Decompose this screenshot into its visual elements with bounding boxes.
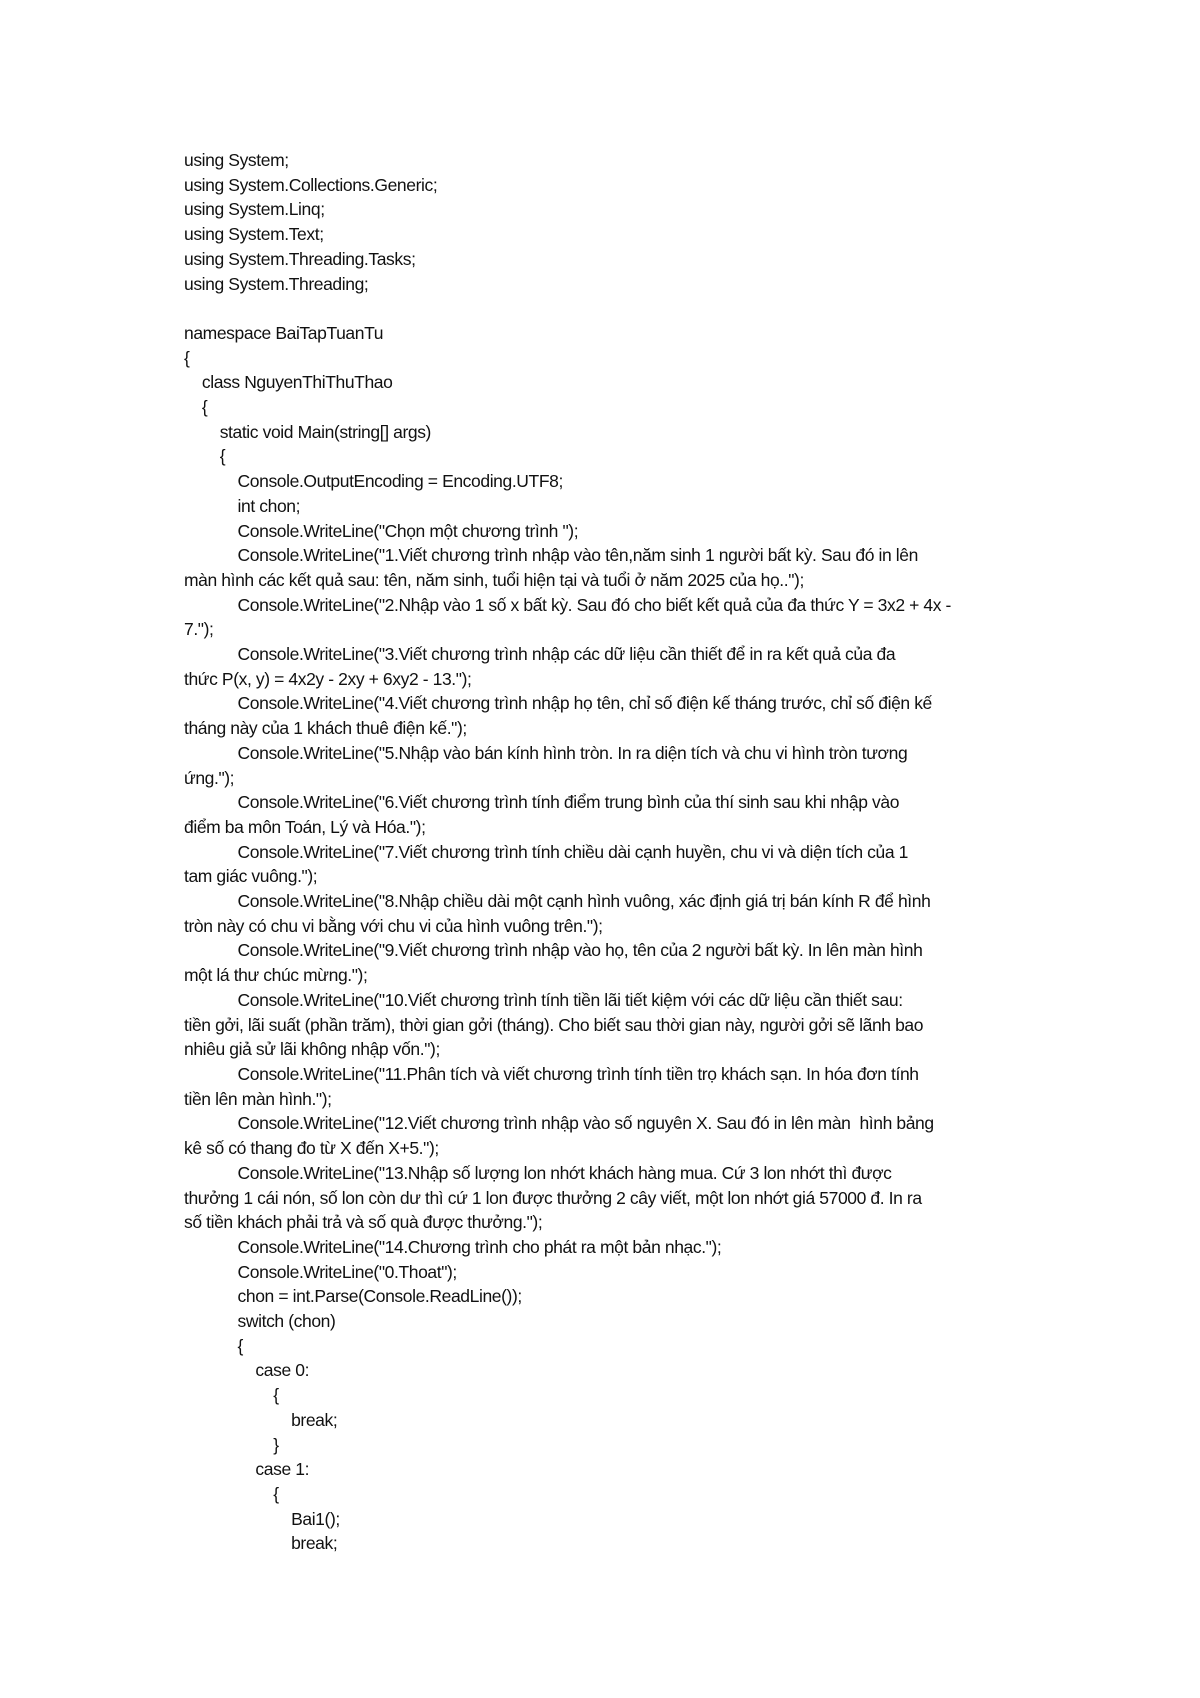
code-line: { [184,347,190,368]
code-line: namespace BaiTapTuanTu [184,322,384,343]
code-line: màn hình các kết quả sau: tên, năm sinh, tuổi hiện tại và tuổi ở năm 2025 của họ.."); [184,569,804,590]
code-line: Console.WriteLine("1.Viết chương trình nhập vào tên,năm sinh 1 người bất kỳ. Sau đó in lên [184,545,918,566]
code-line: một lá thư chúc mừng."); [184,965,368,986]
code-line: Console.WriteLine("9.Viết chương trình nhập vào họ, tên của 2 người bất kỳ. In lên màn hình [184,940,923,961]
code-line: switch (chon) [184,1311,336,1332]
code-line: { [184,397,208,418]
code-line: Console.WriteLine("7.Viết chương trình tính chiều dài cạnh huyền, chu vi và diện tích của 1 [184,841,908,862]
code-line: 7."); [184,619,214,640]
code-line: break; [184,1533,338,1554]
code-line: điểm ba môn Toán, Lý và Hóa."); [184,816,426,837]
code-line: Console.WriteLine("2.Nhập vào 1 số x bất kỳ. Sau đó cho biết kết quả của đa thức Y = 3x2 + 4x - [184,594,951,615]
code-line: Console.WriteLine("11.Phân tích và viết chương trình tính tiền trọ khách sạn. In hóa đơn tính [184,1064,919,1084]
code-line: Console.WriteLine("5.Nhập vào bán kính hình tròn. In ra diện tích và chu vi hình tròn tương [184,742,908,763]
code-line: using System.Threading.Tasks; [184,248,416,269]
code-line: { [184,446,226,467]
code-line: thưởng 1 cái nón, số lon còn dư thì cứ 1 lon được thưởng 2 cây viết, một lon nhớt giá 57000 đ. In ra [184,1187,922,1208]
code-line: chon = int.Parse(Console.ReadLine()); [184,1286,522,1307]
code-line: using System.Text; [184,224,324,245]
code-line: tròn này có chu vi bằng với chu vi của hình vuông trên."); [184,915,603,936]
code-line: Console.WriteLine("Chọn một chương trình "); [184,520,579,541]
code-line: using System.Linq; [184,199,325,220]
code-line: Console.WriteLine("13.Nhập số lượng lon nhớt khách hàng mua. Cứ 3 lon nhớt thì được [184,1162,892,1183]
code-line: nhiêu giả sử lãi không nhập vốn."); [184,1039,440,1060]
code-line: Console.WriteLine("6.Viết chương trình tính điểm trung bình của thí sinh sau khi nhập vào [184,792,900,813]
code-line: } [184,1434,279,1455]
code-line: { [184,1385,279,1406]
code-line: Console.WriteLine("3.Viết chương trình nhập các dữ liệu cần thiết để in ra kết quả của đa [184,644,896,665]
code-line: thức P(x, y) = 4x2y - 2xy + 6xy2 - 13."); [184,668,472,689]
code-line: using System; [184,150,289,170]
code-line: kê số có thang đo từ X đến X+5."); [184,1138,439,1159]
code-line: tiền gởi, lãi suất (phần trăm), thời gian gởi (tháng). Cho biết sau thời gian này, người gởi sẽ lãnh bao [184,1014,924,1035]
code-line: { [184,1483,279,1504]
code-line: ứng."); [184,767,235,788]
code-line: Console.WriteLine("4.Viết chương trình nhập họ tên, chỉ số điện kế tháng trước, chỉ số điện kế [184,693,932,714]
code-line: case 0: [184,1360,310,1381]
code-line: static void Main(string[] args) [184,421,431,442]
code-line: Console.OutputEncoding = Encoding.UTF8; [184,471,563,492]
code-line: int chon; [184,495,301,516]
code-line: Console.WriteLine("0.Thoat"); [184,1261,457,1282]
code-line: Bai1(); [184,1508,340,1529]
code-line [184,296,1029,321]
code-line: case 1: [184,1459,310,1480]
code-line: { [184,1335,243,1356]
code-line: class NguyenThiThuThao [184,372,393,393]
code-listing [184,148,1029,1556]
code-line: Console.WriteLine("14.Chương trình cho phát ra một bản nhạc."); [184,1236,722,1257]
code-line: using System.Threading; [184,273,369,294]
code-line: tiền lên màn hình."); [184,1088,332,1109]
code-line: Console.WriteLine("8.Nhập chiều dài một cạnh hình vuông, xác định giá trị bán kính R để hình [184,891,931,912]
code-line: tam giác vuông."); [184,866,318,887]
code-line: Console.WriteLine("10.Viết chương trình tính tiền lãi tiết kiệm với các dữ liệu cần thiết sau: [184,989,903,1010]
code-line: tháng này của 1 khách thuê điện kế."); [184,718,467,739]
code-line: break; [184,1409,338,1430]
code-line: số tiền khách phải trả và số quà được thưởng."); [184,1212,543,1233]
code-line: Console.WriteLine("12.Viết chương trình nhập vào số nguyên X. Sau đó in lên màn hình bảng [184,1113,934,1134]
code-line: using System.Collections.Generic; [184,174,438,195]
